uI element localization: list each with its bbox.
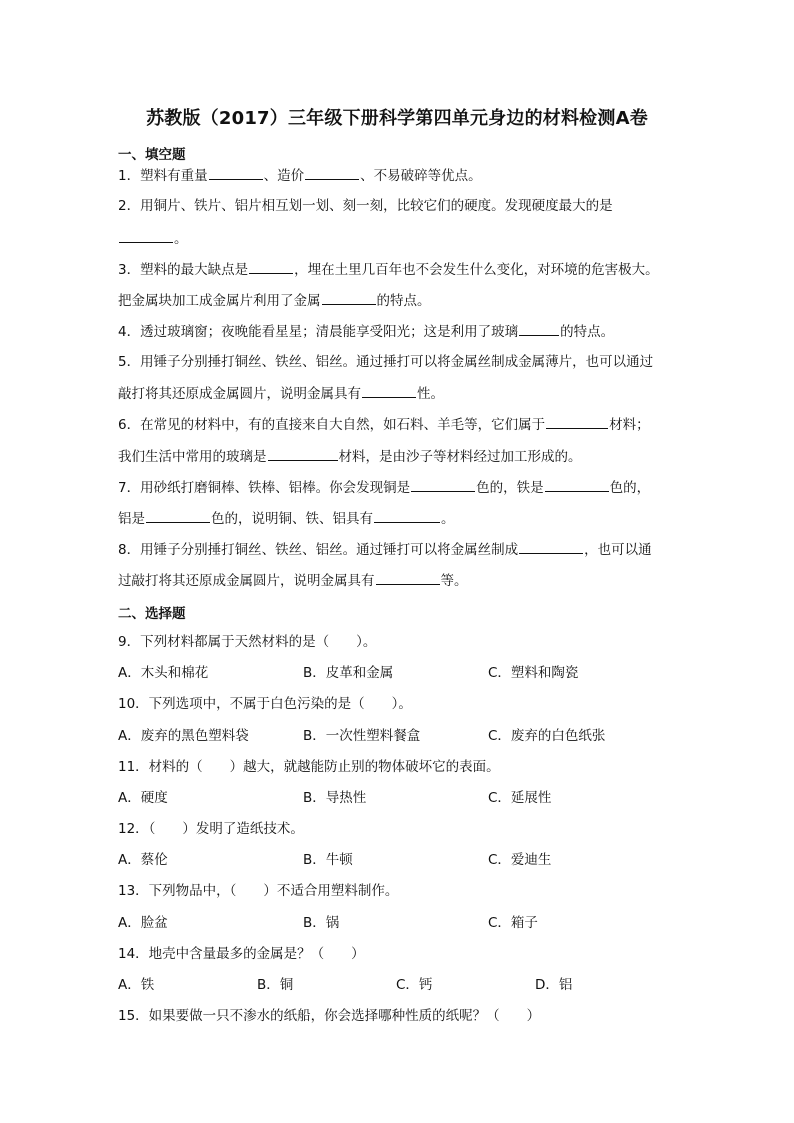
- q3-blank-2: [322, 291, 376, 305]
- q11-option-b: B．导热性: [303, 790, 367, 806]
- question-10: 10．下列选项中，不属于白色污染的是（ ）。: [118, 696, 412, 712]
- q4-blank-1: [519, 322, 559, 336]
- q10-option-c: C．废弃的白色纸张: [488, 728, 606, 744]
- question-5-cont: [118, 384, 444, 403]
- q8-text-c: 过敲打将其还原成金属圆片，说明金属具有: [118, 573, 375, 589]
- question-12: 12．（ ）发明了造纸技术。: [118, 821, 304, 837]
- q7-text-c: 色的，: [609, 480, 651, 496]
- q7-text-a: 7．用砂纸打磨铜棒、铁棒、铝棒。你会发现铜是: [118, 480, 411, 496]
- q7-blank-4: [374, 509, 440, 523]
- q6-text-d: 材料，是由沙子等材料经过加工形成的。: [338, 449, 582, 465]
- q1-text-c: 、不易破碎等优点。: [360, 168, 482, 184]
- q8-text-d: 等。: [440, 573, 468, 589]
- section-choice-heading: 二、选择题: [118, 606, 186, 622]
- q12-option-b: B．牛顿: [303, 852, 353, 868]
- question-6: [118, 415, 650, 434]
- q7-blank-1: [411, 478, 475, 492]
- q5-text-a: 5．用锤子分别捶打铜丝、铁丝、铝丝。通过捶打可以将金属丝制成金属薄片，也可以通过: [118, 354, 654, 370]
- q9-option-a: A．木头和棉花: [118, 665, 209, 681]
- q2-blank-1: [119, 229, 173, 243]
- q14-option-c: C．钙: [396, 977, 433, 993]
- q8-text-a: 8．用锤子分别捶打铜丝、铁丝、铝丝。通过锤打可以将金属丝制成: [118, 542, 519, 558]
- q6-blank-2: [268, 447, 338, 461]
- q5-text-b: 敲打将其还原成金属圆片，说明金属具有: [118, 386, 361, 402]
- question-1: [118, 166, 482, 185]
- question-9: 9．下列材料都属于天然材料的是（ ）。: [118, 634, 377, 650]
- question-2: [118, 197, 613, 215]
- q13-option-c: C．箱子: [488, 915, 538, 931]
- q14-option-d: D．铝: [535, 977, 573, 993]
- q3-text-d: 的特点。: [376, 293, 431, 309]
- question-2-cont: [118, 229, 188, 248]
- q5-blank-1: [362, 384, 416, 398]
- q12-option-a: A．蔡伦: [118, 852, 168, 868]
- q1-text-a: 1．塑料有重量: [118, 168, 208, 184]
- q12-option-c: C．爱迪生: [488, 852, 552, 868]
- q8-text-b: ，也可以通: [584, 542, 652, 558]
- question-14: 14．地壳中含量最多的金属是？（ ）: [118, 946, 365, 962]
- q14-option-b: B．铜: [257, 977, 294, 993]
- q13-option-a: A．脸盆: [118, 915, 168, 931]
- q5-text-c: 性。: [417, 386, 444, 402]
- q6-text-a: 6．在常见的材料中，有的直接来自大自然，如石料、羊毛等，它们属于: [118, 417, 546, 433]
- q8-blank-1: [519, 540, 583, 554]
- q9-option-c: C．塑料和陶瓷: [488, 665, 579, 681]
- question-8-cont: [118, 571, 468, 590]
- q6-blank-1: [546, 415, 608, 429]
- page-title: 苏教版（2017）三年级下册科学第四单元身边的材料检测A卷: [146, 108, 648, 129]
- q3-text-c: 把金属块加工成金属片利用了金属: [118, 293, 321, 309]
- question-6-cont: [118, 447, 582, 466]
- q2-text-b: 。: [174, 231, 188, 247]
- q8-blank-2: [376, 571, 440, 585]
- question-13: 13．下列物品中，（ ）不适合用塑料制作。: [118, 883, 399, 899]
- q1-blank-1: [209, 166, 263, 180]
- question-3-cont: [118, 291, 431, 310]
- q7-text-e: 色的，说明铜、铁、铝具有: [211, 511, 373, 527]
- q7-blank-2: [545, 478, 609, 492]
- question-11: 11．材料的（ ）越大，就越能防止别的物体破坏它的表面。: [118, 759, 500, 775]
- question-4: [118, 322, 614, 341]
- q4-text-b: 的特点。: [560, 324, 615, 340]
- q7-text-d: 铝是: [118, 511, 145, 527]
- question-3: [118, 260, 659, 279]
- question-7-cont: [118, 509, 455, 528]
- q4-text-a: 4．透过玻璃窗；夜晚能看星星；清晨能享受阳光；这是利用了玻璃: [118, 324, 519, 340]
- q13-option-b: B．锅: [303, 915, 340, 931]
- q6-text-b: 材料；: [609, 417, 650, 433]
- question-5: [118, 353, 653, 371]
- q7-text-f: 。: [441, 511, 455, 527]
- q3-blank-1: [249, 260, 293, 274]
- question-7: [118, 478, 650, 497]
- section-fill-heading: 一、填空题: [118, 147, 186, 163]
- question-8: [118, 540, 652, 559]
- q10-option-a: A．废弃的黑色塑料袋: [118, 728, 249, 744]
- q3-text-a: 3．塑料的最大缺点是: [118, 262, 249, 278]
- q14-option-a: A．铁: [118, 977, 155, 993]
- q9-option-b: B．皮革和金属: [303, 665, 394, 681]
- q1-text-b: 、造价: [263, 168, 305, 184]
- q6-text-c: 我们生活中常用的玻璃是: [118, 449, 267, 465]
- q10-option-b: B．一次性塑料餐盒: [303, 728, 421, 744]
- q2-text-a: 2．用铜片、铁片、铝片相互划一划、刻一刻，比较它们的硬度。发现硬度最大的是: [118, 198, 613, 214]
- q7-blank-3: [146, 509, 210, 523]
- q3-text-b: ，埋在土里几百年也不会发生什么变化，对环境的危害极大。: [294, 262, 659, 278]
- question-15: 15．如果要做一只不渗水的纸船，你会选择哪种性质的纸呢？（ ）: [118, 1008, 541, 1024]
- q11-option-a: A．硬度: [118, 790, 168, 806]
- q11-option-c: C．延展性: [488, 790, 552, 806]
- q7-text-b: 色的，铁是: [476, 480, 544, 496]
- q1-blank-2: [305, 166, 359, 180]
